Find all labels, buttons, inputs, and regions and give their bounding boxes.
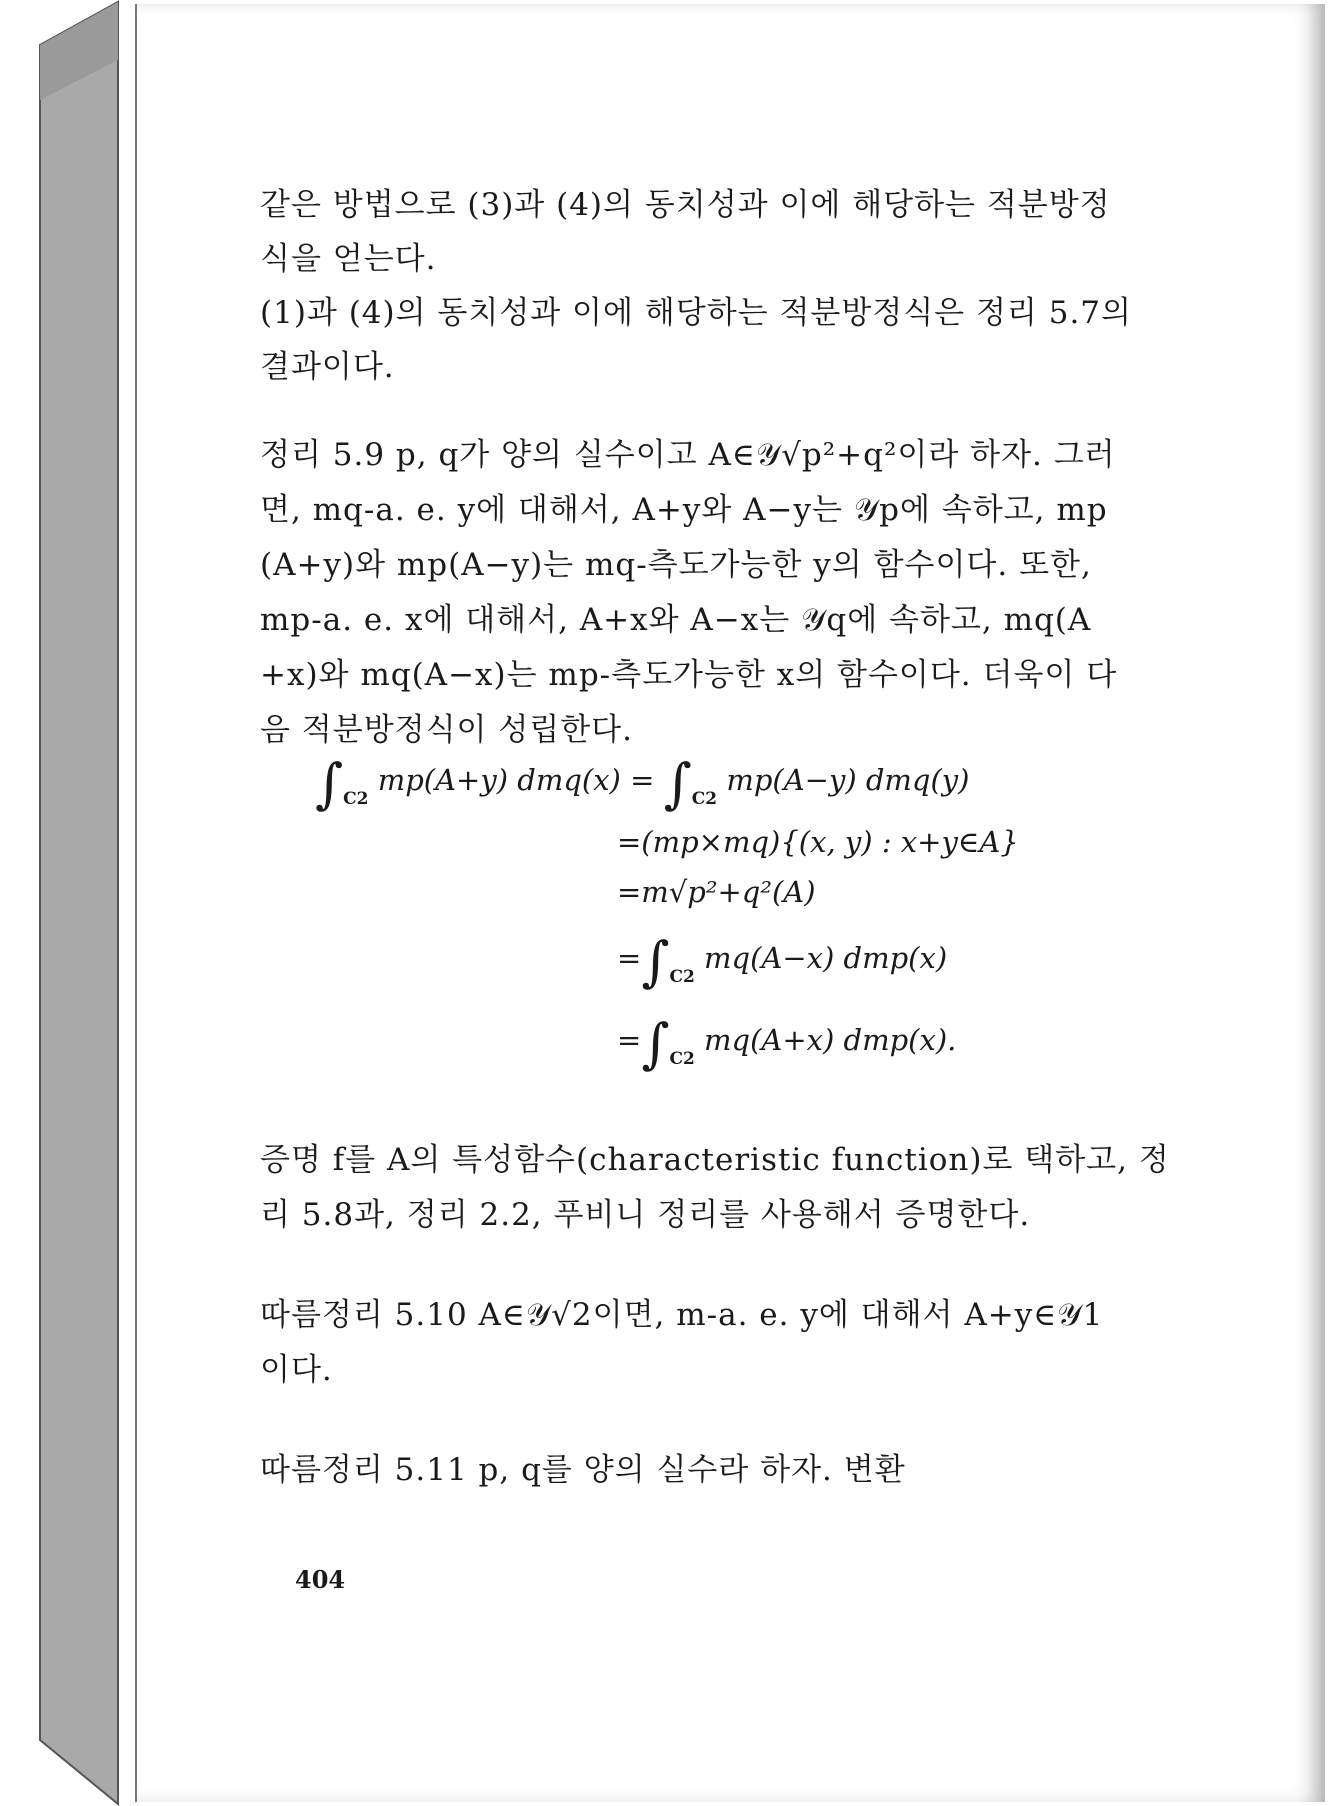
integral-sign: ∫: [315, 752, 344, 815]
equation-line-4: $=\int_{C2}$ mq(A−x) dmp(x): [617, 930, 948, 993]
equation-4-body: mq(A−x) dmp(x): [704, 941, 948, 975]
theorem-5-9-line-4: mp-a. e. x에 대해서, A+x와 A−x는 𝒴q에 속하고, mq(A: [260, 602, 1092, 638]
proof-line-1: 증명 f를 A의 특성함수(characteristic function)로 택하고, 정: [260, 1142, 1170, 1178]
equation-line-2: =(mp×mq){(x, y) : x+y∈A}: [617, 825, 1019, 859]
integral-sign: ∫: [641, 1012, 670, 1075]
equation-line-5: $=\int_{C2}$ mq(A+x) dmp(x).: [617, 1012, 957, 1075]
corollary-5-10-line-2: 이다.: [260, 1352, 333, 1388]
integral-domain: C2: [669, 1049, 695, 1069]
theorem-5-9-line-1: 정리 5.9 p, q가 양의 실수이고 A∈𝒴√p²+q²이라 하자. 그러: [260, 437, 1116, 473]
paragraph-1-line-1: 같은 방법으로 (3)과 (4)의 동치성과 이에 해당하는 적분방정: [260, 187, 1111, 223]
equation-1-lhs: mp(A+y) dmq(x) =: [377, 763, 655, 797]
integral-sign: ∫: [663, 752, 692, 815]
paragraph-2-line-1: (1)과 (4)의 동치성과 이에 해당하는 적분방정식은 정리 5.7의: [260, 295, 1132, 331]
book-spine: [0, 0, 140, 1806]
corollary-5-10-line-1: 따름정리 5.10 A∈𝒴√2이면, m-a. e. y에 대해서 A+y∈𝒴1: [260, 1297, 1104, 1333]
integral-domain: C2: [669, 967, 695, 987]
equation-line-1: [315, 752, 970, 815]
equation-1-rhs: mp(A−y) dmq(y): [726, 763, 970, 797]
equation-line-3: =m√p²+q²(A): [617, 875, 816, 909]
theorem-5-9-line-3: (A+y)와 mp(A−y)는 mq-측도가능한 y의 함수이다. 또한,: [260, 547, 1092, 583]
page-number: 404: [295, 1565, 346, 1594]
theorem-5-9-line-2: 면, mq-a. e. y에 대해서, A+y와 A−y는 𝒴p에 속하고, mp: [260, 492, 1108, 528]
integral-domain: C2: [691, 789, 718, 809]
proof-line-2: 리 5.8과, 정리 2.2, 푸비니 정리를 사용해서 증명한다.: [260, 1197, 1031, 1233]
corollary-5-11-line-1: 따름정리 5.11 p, q를 양의 실수라 하자. 변환: [260, 1452, 906, 1488]
integral-sign: ∫: [641, 930, 670, 993]
equation-5-body: mq(A+x) dmp(x).: [704, 1023, 957, 1057]
paragraph-2-line-2: 결과이다.: [260, 349, 395, 385]
paragraph-1-line-2: 식을 얻는다.: [260, 241, 437, 277]
integral-domain: C2: [343, 789, 369, 809]
theorem-5-9-line-6: 음 적분방정식이 성립한다.: [260, 712, 633, 748]
theorem-5-9-line-5: +x)와 mq(A−x)는 mp-측도가능한 x의 함수이다. 더욱이 다: [260, 657, 1118, 693]
